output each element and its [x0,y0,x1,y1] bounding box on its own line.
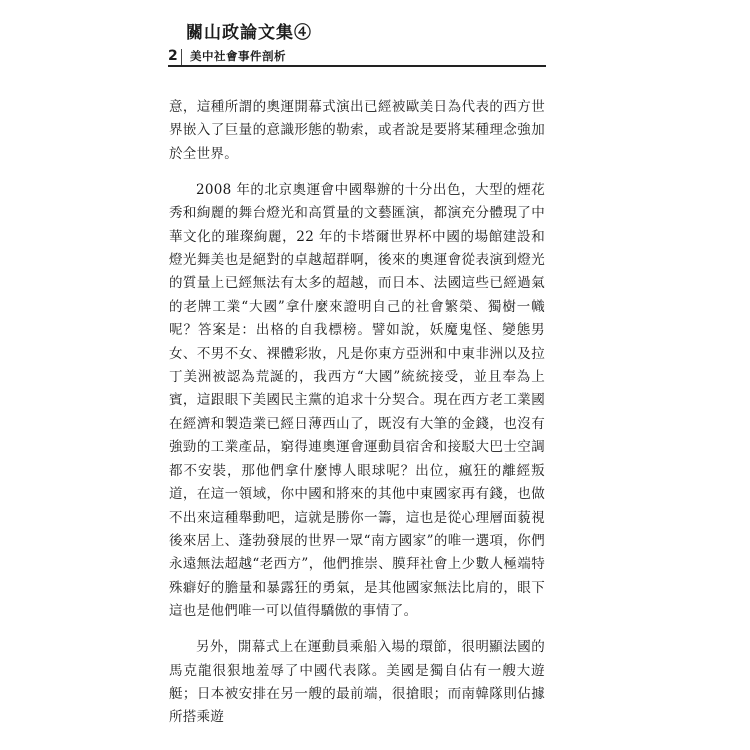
paragraph: 2008 年的北京奧運會中國舉辦的十分出色，大型的煙花秀和絢麗的舞台燈光和高質量的文藝匯演，都演充分體現了中華文化的璀璨絢麗，22 年的卡塔爾世界杯中國的場館建設和燈光舞美也是絕對的卓越超群啊，後來的奧運會從表演到燈光的質量上已經無法有太多的超越，而日本、法國這些已經過氣的老牌工業“大國”拿什麼來證明自己的社會繁榮、獨樹一幟呢？答案是：出格的自我標榜。譬如說，妖魔鬼怪、變態男女、不男不女、裸體彩妝，凡是你東方亞洲和中東非洲以及拉丁美洲被認為荒誕的，我西方“大國”統統接受，並且奉為上賓，這跟眼下美國民主黨的追求十分契合。現在西方老工業國在經濟和製造業已經日薄西山了，既沒有大筆的金錢，也沒有強勁的工業產品，窮得連奧運會運動員宿舍和接駁大巴士空調都不安裝，那他們拿什麼博人眼球呢？出位，瘋狂的離經叛道，在這一領域，你中國和將來的其他中東國家再有錢，也做不出來這種舉動吧，這就是勝你一籌，這也是從心理層面藐視後來居上、蓬勃發展的世界一眾“南方國家”的唯一選項，你們永遠無法超越“老西方”，他們推崇、膜拜社會上少數人極端特殊癖好的膽量和暴露狂的勇氣，是其他國家無法比肩的，眼下這也是他們唯一可以值得驕傲的事情了。 [169,181,545,620]
chapter-subtitle: 美中社會事件剖析 [190,49,286,63]
page-number: 2 [168,48,178,64]
book-title: 關山政論文集④ [186,23,312,43]
header-separator [181,49,182,65]
paragraph: 另外，開幕式上在運動員乘船入場的環節，很明顯法國的馬克龍很狠地羞辱了中國代表隊。美國是獨自佔有一艘大遊艇；日本被安排在另一艘的最前端，很搶眼；而南韓隊則佔據所搭乘遊 [169,639,545,726]
header-rule [168,65,546,67]
paragraph-continued: 意，這種所謂的奧運開幕式演出已經被歐美日為代表的西方世界嵌入了巨量的意識形態的勒索，或者說是要將某種理念強加於全世界。 [169,99,545,162]
body-text [169,96,545,730]
running-header [168,10,546,66]
